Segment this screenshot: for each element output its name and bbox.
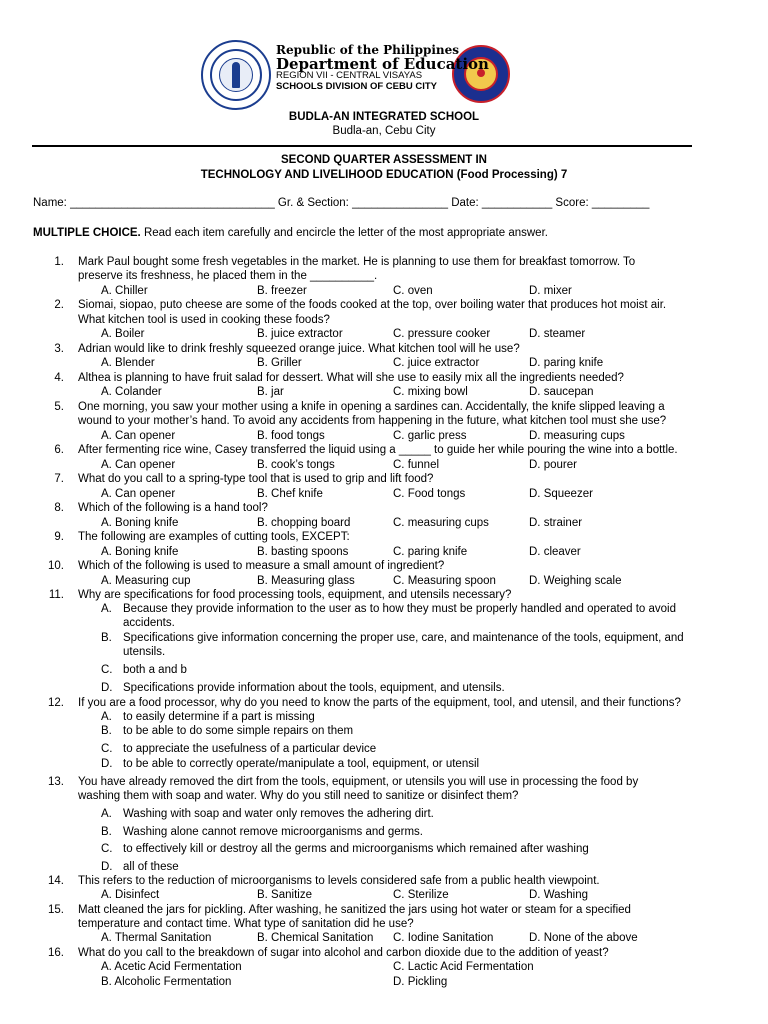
choice-b-letter[interactable]: B. [101,632,112,644]
choice-a[interactable]: A. Can opener [101,430,176,442]
choice-d[interactable]: D. saucepan [529,386,594,398]
choice-b[interactable]: utensils. [123,646,166,658]
header-divider [32,145,692,147]
choice-a[interactable]: to easily determine if a part is missing [123,711,315,723]
question-number: 2. [54,299,64,311]
question-text: The following are examples of cutting tools, EXCEPT: [78,531,350,543]
choice-c-letter[interactable]: C. [101,664,113,676]
choice-a[interactable]: A. Thermal Sanitation [101,932,212,944]
choice-d[interactable]: all of these [123,861,179,873]
question-number: 9. [54,531,64,543]
question-number: 13. [48,776,64,788]
deped-seal-icon [201,40,271,110]
choice-a[interactable]: A. Boning knife [101,546,179,558]
question-text: One morning, you saw your mother using a knife in opening a sardines can. Accidentally, the knife slipped leaving a [78,401,665,413]
assessment-title: SECOND QUARTER ASSESSMENT IN [281,154,487,166]
choice-d[interactable]: D. paring knife [529,357,604,369]
choice-a[interactable]: A. Colander [101,386,162,398]
question-number: 15. [48,904,64,916]
choice-d[interactable]: D. strainer [529,517,583,529]
choice-a[interactable]: A. Can opener [101,488,176,500]
choice-a[interactable]: A. Boiler [101,328,145,340]
question-number: 1. [54,256,64,268]
choice-c-letter[interactable]: C. [101,743,113,755]
choice-b[interactable]: to be able to do some simple repairs on them [123,725,354,737]
question-text: Which of the following is a hand tool? [78,502,268,514]
question-text: What kitchen tool is used in cooking these foods? [78,314,330,326]
choice-a[interactable]: A. Boning knife [101,517,179,529]
school-name: BUDLA-AN INTEGRATED SCHOOL [288,111,480,123]
question-text: preserve its freshness, he placed them in the __________. [78,270,378,282]
choice-d[interactable]: Specifications provide information about the tools, equipment, and utensils. [123,682,505,694]
choice-d[interactable]: D. measuring cups [529,430,625,442]
choice-a[interactable]: A. Chiller [101,285,148,297]
question-text: wound to your mother’s hand. To avoid any accidents from happening in the future, what kitchen tool must she use? [78,415,667,427]
question-text: You have already removed the dirt from the tools, equipment, or utensils you will use in processing the food by [78,776,639,788]
choice-c[interactable]: to appreciate the usefulness of a particular device [123,743,377,755]
choice-c[interactable]: C. Iodine Sanitation [393,932,494,944]
choice-c-letter[interactable]: C. [101,843,113,855]
question-number: 10. [48,560,64,572]
question-text: Mark Paul bought some fresh vegetables in the market. He is planning to use them for breakfast tomorrow. To [78,256,636,268]
question-text: This refers to the reduction of microorganisms to levels considered safe from a public health viewpoint. [78,875,600,887]
choice-d[interactable]: D. steamer [529,328,586,340]
choice-b[interactable]: B. Griller [257,357,302,369]
question-number: 6. [54,444,64,456]
choice-c[interactable]: C. Lactic Acid Fermentation [393,961,534,973]
choice-c[interactable]: C. juice extractor [393,357,480,369]
choice-c[interactable]: C. Measuring spoon [393,575,496,587]
choice-a[interactable]: A. Can opener [101,459,176,471]
choice-d-letter[interactable]: D. [101,861,113,873]
choice-d[interactable]: D. Squeezer [529,488,593,500]
question-text: temperature and contact time. What type of sanitation did he use? [78,918,414,930]
choice-d[interactable]: D. cleaver [529,546,581,558]
choice-b[interactable]: Specifications give information concerning the proper use, care, and maintenance of the tools, equipment, and [123,632,684,644]
choice-c[interactable]: C. garlic press [393,430,467,442]
question-text: Adrian would like to drink freshly squeezed orange juice. What kitchen tool will he use? [78,343,520,355]
choice-d-letter[interactable]: D. [101,682,113,694]
region-line: REGION VII - CENTRAL VISAYAS [276,70,423,81]
subject-title: TECHNOLOGY AND LIVELIHOOD EDUCATION (Food Processing) 7 [200,169,568,181]
choice-a[interactable]: accidents. [123,617,175,629]
question-number: 16. [48,947,64,959]
choice-b[interactable]: Washing alone cannot remove microorganisms and germs. [123,826,423,838]
choice-a[interactable]: Washing with soap and water only removes the adhering dirt. [123,808,434,820]
choice-d-letter[interactable]: D. [101,758,113,770]
choice-b[interactable]: B. chopping board [257,517,351,529]
choice-b[interactable]: B. Alcoholic Fermentation [101,976,232,988]
choice-d[interactable]: D. pourer [529,459,577,471]
choice-c[interactable]: to effectively kill or destroy all the germs and microorganisms which remained after washing [123,843,589,855]
choice-b[interactable]: B. freezer [257,285,307,297]
school-address: Budla-an, Cebu City [332,125,436,137]
choice-d[interactable]: to be able to correctly operate/manipulate a tool, equipment, or utensil [123,758,480,770]
question-text: Why are specifications for food processing tools, equipment, and utensils necessary? [78,589,512,601]
division-line: SCHOOLS DIVISION OF CEBU CITY [276,81,437,92]
republic-line: Republic of the Philippines [276,43,460,57]
choice-c[interactable]: C. Sterilize [393,889,449,901]
question-text: After fermenting rice wine, Casey transferred the liquid using a _____ to guide her while pouring the wine into a bottle. [78,444,678,456]
instruction-label: MULTIPLE CHOICE. [33,227,141,239]
question-text: Matt cleaned the jars for pickling. After washing, he sanitized the jars using hot water or steam for a specified [78,904,631,916]
choice-c[interactable]: C. pressure cooker [393,328,491,340]
department-line: Department of Education [276,55,489,73]
choice-c[interactable]: C. paring knife [393,546,468,558]
choice-b[interactable]: B. cook’s tongs [257,459,335,471]
choice-a-letter[interactable]: A. [101,808,112,820]
question-text: If you are a food processor, why do you need to know the parts of the equipment, tool, and utensil, and their functions? [78,697,681,709]
question-number: 4. [54,372,64,384]
choice-c[interactable]: C. Food tongs [393,488,466,500]
question-number: 12. [48,697,64,709]
choice-a[interactable]: A. Measuring cup [101,575,191,587]
question-text: What do you call to the breakdown of sugar into alcohol and carbon dioxide due to the addition of yeast? [78,947,609,959]
choice-c[interactable]: both a and b [123,664,187,676]
choice-c[interactable]: C. measuring cups [393,517,489,529]
choice-a[interactable]: Because they provide information to the user as to how they must be properly handled and operated to avoid [123,603,676,615]
choice-c[interactable]: C. oven [393,285,433,297]
question-number: 3. [54,343,64,355]
instruction [33,227,548,239]
choice-a[interactable]: A. Disinfect [101,889,160,901]
choice-d[interactable]: D. Pickling [393,976,448,988]
question-number: 8. [54,502,64,514]
question-number: 11. [48,589,64,601]
choice-c[interactable]: C. mixing bowl [393,386,468,398]
instruction-text: Read each item carefully and encircle the letter of the most appropriate answer. [140,227,548,239]
choice-b-letter[interactable]: B. [101,725,112,737]
question-number: 5. [54,401,64,413]
question-text: washing them with soap and water. Why do you still need to sanitize or disinfect them? [78,790,519,802]
choice-d[interactable]: D. Washing [529,889,589,901]
question-text: Althea is planning to have fruit salad for dessert. What will she use to easily mix all the ingredients needed? [78,372,624,384]
question-number: 7. [54,473,64,485]
choice-a-letter[interactable]: A. [101,711,112,723]
choice-a[interactable]: A. Acetic Acid Fermentation [101,961,242,973]
choice-b[interactable]: B. juice extractor [257,328,343,340]
choice-b[interactable]: B. Measuring glass [257,575,355,587]
choice-d[interactable]: D. Weighing scale [529,575,622,587]
choice-b[interactable]: B. Sanitize [257,889,312,901]
choice-c[interactable]: C. funnel [393,459,440,471]
choice-b[interactable]: B. food tongs [257,430,325,442]
cebu-division-seal-icon [452,45,510,103]
choice-d[interactable]: D. None of the above [529,932,638,944]
choice-b[interactable]: B. Chef knife [257,488,323,500]
choice-a-letter[interactable]: A. [101,603,112,615]
choice-b-letter[interactable]: B. [101,826,112,838]
choice-a[interactable]: A. Blender [101,357,155,369]
question-text: What do you call to a spring-type tool that is used to grip and lift food? [78,473,434,485]
choice-b[interactable]: B. jar [257,386,284,398]
choice-b[interactable]: B. Chemical Sanitation [257,932,374,944]
question-number: 14. [48,875,64,887]
choice-b[interactable]: B. basting spoons [257,546,349,558]
question-text: Siomai, siopao, puto cheese are some of the foods cooked at the top, over boiling water that produces hot moist air. [78,299,667,311]
choice-d[interactable]: D. mixer [529,285,572,297]
question-text: Which of the following is used to measure a small amount of ingredient? [78,560,445,572]
student-info-line: Name: ________________________________ Gr. & Section: _______________ Date: ___________ Score: _________ [33,197,650,209]
